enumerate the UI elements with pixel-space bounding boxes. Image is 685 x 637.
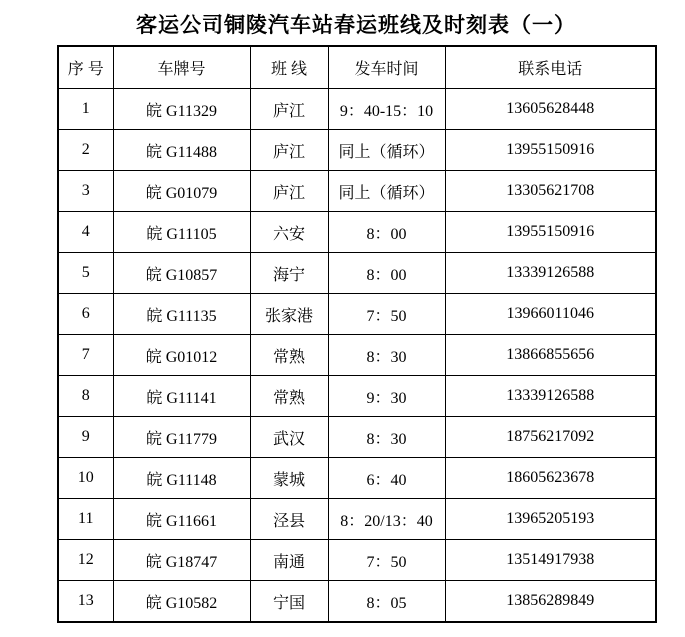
cell-contact-phone: 13305621708 bbox=[445, 171, 656, 212]
cell-plate-number: 皖 G11148 bbox=[113, 458, 250, 499]
cell-index: 2 bbox=[58, 130, 113, 171]
table-row bbox=[58, 253, 656, 294]
cell-plate-number: 皖 G11329 bbox=[113, 89, 250, 130]
table-row bbox=[58, 581, 656, 623]
cell-route: 蒙城 bbox=[250, 458, 328, 499]
cell-departure-time: 7：50 bbox=[328, 540, 445, 581]
table-header-row bbox=[58, 46, 656, 89]
cell-plate-number: 皖 G11135 bbox=[113, 294, 250, 335]
table-row bbox=[58, 335, 656, 376]
cell-plate-number: 皖 G11779 bbox=[113, 417, 250, 458]
cell-contact-phone: 13514917938 bbox=[445, 540, 656, 581]
table-row bbox=[58, 417, 656, 458]
table-row bbox=[58, 376, 656, 417]
header-contact-phone: 联系电话 bbox=[445, 46, 656, 89]
cell-contact-phone: 13965205193 bbox=[445, 499, 656, 540]
cell-plate-number: 皖 G11488 bbox=[113, 130, 250, 171]
cell-route: 庐江 bbox=[250, 171, 328, 212]
cell-departure-time: 8：20/13：40 bbox=[328, 499, 445, 540]
cell-route: 张家港 bbox=[250, 294, 328, 335]
table-row bbox=[58, 294, 656, 335]
cell-index: 5 bbox=[58, 253, 113, 294]
cell-departure-time: 9：30 bbox=[328, 376, 445, 417]
table-row bbox=[58, 499, 656, 540]
cell-departure-time: 8：00 bbox=[328, 212, 445, 253]
cell-plate-number: 皖 G18747 bbox=[113, 540, 250, 581]
header-departure-time: 发车时间 bbox=[328, 46, 445, 89]
table-row bbox=[58, 130, 656, 171]
cell-index: 11 bbox=[58, 499, 113, 540]
cell-contact-phone: 13605628448 bbox=[445, 89, 656, 130]
table-row bbox=[58, 458, 656, 499]
cell-route: 南通 bbox=[250, 540, 328, 581]
cell-plate-number: 皖 G10857 bbox=[113, 253, 250, 294]
cell-plate-number: 皖 G11661 bbox=[113, 499, 250, 540]
cell-index: 10 bbox=[58, 458, 113, 499]
cell-index: 7 bbox=[58, 335, 113, 376]
cell-contact-phone: 18756217092 bbox=[445, 417, 656, 458]
cell-plate-number: 皖 G11105 bbox=[113, 212, 250, 253]
page-title: 客运公司铜陵汽车站春运班线及时刻表（一） bbox=[136, 13, 576, 37]
cell-index: 1 bbox=[58, 89, 113, 130]
cell-index: 3 bbox=[58, 171, 113, 212]
cell-contact-phone: 13955150916 bbox=[445, 212, 656, 253]
cell-index: 4 bbox=[58, 212, 113, 253]
cell-route: 庐江 bbox=[250, 89, 328, 130]
cell-contact-phone: 13339126588 bbox=[445, 376, 656, 417]
cell-route: 常熟 bbox=[250, 376, 328, 417]
cell-route: 庐江 bbox=[250, 130, 328, 171]
cell-route: 泾县 bbox=[250, 499, 328, 540]
table-row bbox=[58, 212, 656, 253]
cell-index: 8 bbox=[58, 376, 113, 417]
schedule-table-body bbox=[58, 89, 656, 623]
cell-index: 13 bbox=[58, 581, 113, 623]
cell-departure-time: 7：50 bbox=[328, 294, 445, 335]
cell-contact-phone: 13339126588 bbox=[445, 253, 656, 294]
cell-index: 6 bbox=[58, 294, 113, 335]
cell-route: 武汉 bbox=[250, 417, 328, 458]
cell-plate-number: 皖 G01012 bbox=[113, 335, 250, 376]
cell-index: 12 bbox=[58, 540, 113, 581]
cell-route: 六安 bbox=[250, 212, 328, 253]
cell-departure-time: 8：00 bbox=[328, 253, 445, 294]
cell-route: 宁国 bbox=[250, 581, 328, 623]
cell-plate-number: 皖 G10582 bbox=[113, 581, 250, 623]
cell-contact-phone: 13866855656 bbox=[445, 335, 656, 376]
table-row bbox=[58, 89, 656, 130]
table-row bbox=[58, 540, 656, 581]
cell-plate-number: 皖 G01079 bbox=[113, 171, 250, 212]
cell-route: 常熟 bbox=[250, 335, 328, 376]
table-row bbox=[58, 171, 656, 212]
cell-plate-number: 皖 G11141 bbox=[113, 376, 250, 417]
cell-contact-phone: 13955150916 bbox=[445, 130, 656, 171]
cell-contact-phone: 13966011046 bbox=[445, 294, 656, 335]
cell-departure-time: 8：30 bbox=[328, 335, 445, 376]
cell-departure-time: 同上（循环） bbox=[328, 171, 445, 212]
cell-departure-time: 8：05 bbox=[328, 581, 445, 623]
header-index: 序 号 bbox=[58, 46, 113, 89]
header-route: 班 线 bbox=[250, 46, 328, 89]
cell-contact-phone: 13856289849 bbox=[445, 581, 656, 623]
cell-departure-time: 同上（循环） bbox=[328, 130, 445, 171]
cell-departure-time: 9：40-15：10 bbox=[328, 89, 445, 130]
cell-contact-phone: 18605623678 bbox=[445, 458, 656, 499]
header-plate-number: 车牌号 bbox=[113, 46, 250, 89]
cell-departure-time: 6：40 bbox=[328, 458, 445, 499]
schedule-table bbox=[57, 45, 657, 623]
cell-route: 海宁 bbox=[250, 253, 328, 294]
cell-departure-time: 8：30 bbox=[328, 417, 445, 458]
cell-index: 9 bbox=[58, 417, 113, 458]
